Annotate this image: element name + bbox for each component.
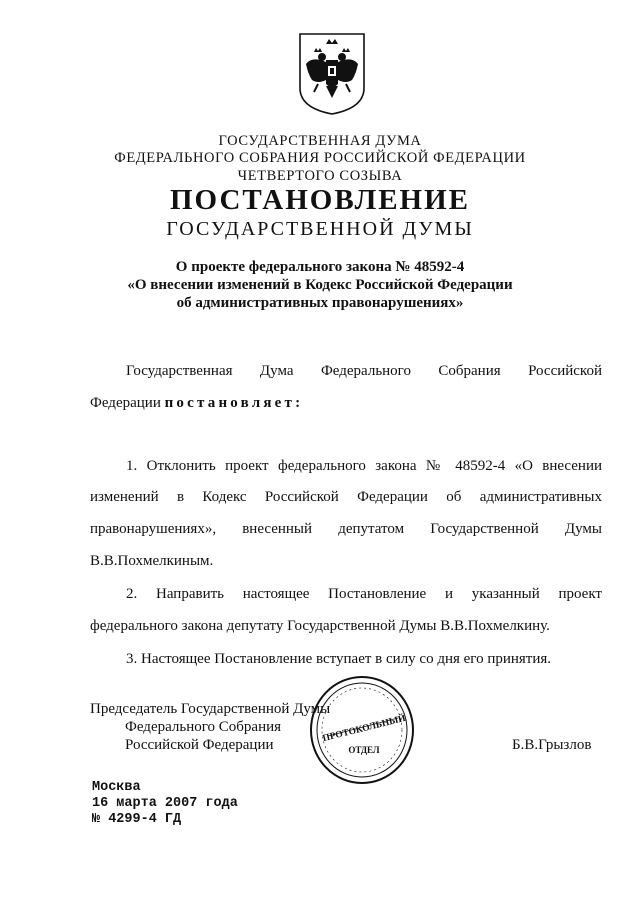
signatory-title-line-2: Федерального Собрания	[125, 719, 282, 735]
document-title: ПОСТАНОВЛЕНИЕ	[169, 184, 470, 216]
paragraph-1-line-3: правонарушениях», внесенный депутатом Государственной Думы	[90, 521, 602, 537]
signatory-title-line-3: Российской Федерации	[125, 737, 274, 753]
signatory-name: Б.В.Грызлов	[512, 737, 592, 753]
city: Москва	[92, 780, 141, 795]
document-number: № 4299-4 ГД	[92, 812, 182, 827]
document-subtitle: ГОСУДАРСТВЕННОЙ ДУМЫ	[166, 218, 474, 240]
paragraph-3: 3. Настоящее Постановление вступает в силу со дня его принятия.	[126, 651, 552, 667]
intro-line-1: Государственная Дума Федерального Собрания Российской	[126, 363, 602, 379]
signatory-title-line-1: Председатель Государственной Думы	[90, 701, 331, 717]
subject-line-2: «О внесении изменений в Кодекс Российской Федерации	[127, 277, 513, 293]
organization-line-1: ГОСУДАРСТВЕННАЯ ДУМА	[218, 133, 422, 149]
paragraph-1-line-2: изменений в Кодекс Российской Федерации об административных	[90, 489, 602, 505]
coat-of-arms-icon	[296, 30, 368, 116]
paragraph-2-line-1: 2. Направить настоящее Постановление и указанный проект	[126, 586, 602, 602]
paragraph-1-line-1: 1. Отклонить проект федерального закона № 48592-4 «О внесении	[126, 458, 602, 474]
subject-line-1: О проекте федерального закона № 48592-4	[175, 259, 465, 275]
stamp-center-text: ПРОТОКОЛЬНЫЙ	[321, 713, 407, 745]
organization-line-3: ЧЕТВЕРТОГО СОЗЫВА	[237, 168, 403, 184]
organization-line-2: ФЕДЕРАЛЬНОГО СОБРАНИЯ РОССИЙСКОЙ ФЕДЕРАЦИИ	[114, 150, 526, 166]
intro-prefix: Федерации	[90, 395, 161, 411]
resolves-word: постановляет:	[164, 395, 304, 411]
date: 16 марта 2007 года	[92, 796, 238, 811]
intro-line-2	[90, 393, 420, 413]
subject-line-3: об административных правонарушениях»	[176, 295, 464, 311]
paragraph-2-line-2: федерального закона депутату Государственной Думы В.В.Похмелкину.	[90, 618, 550, 634]
stamp-bottom-text: ОТДЕЛ	[348, 745, 380, 755]
paragraph-1-line-4: В.В.Похмелкиным.	[90, 553, 214, 569]
official-stamp	[308, 674, 416, 786]
